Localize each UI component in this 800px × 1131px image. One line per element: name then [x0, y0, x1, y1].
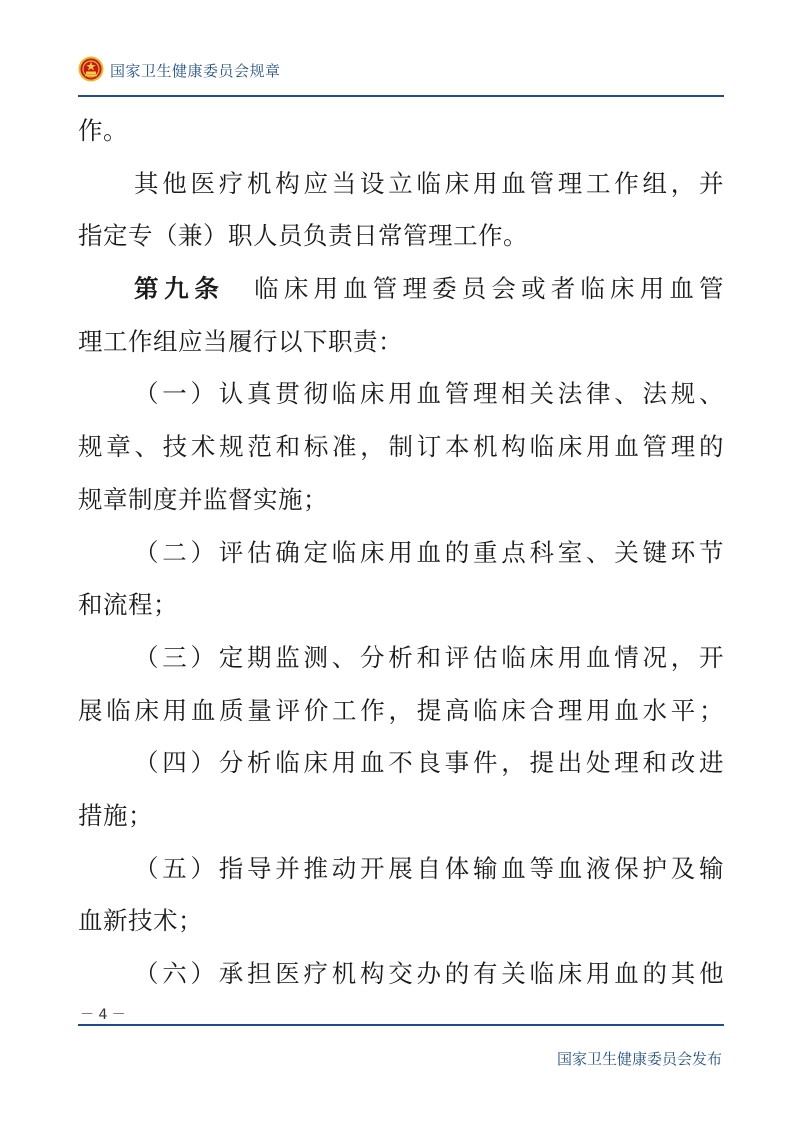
header-divider [78, 95, 724, 97]
text-line: （四）分析临床用血不良事件，提出处理和改进 [134, 748, 724, 778]
text-line: 其他医疗机构应当设立临床用血管理工作组，并 [134, 168, 724, 198]
text-line: 作。 [78, 116, 128, 145]
text-line: （三）定期监测、分析和评估临床用血情况，开 [134, 642, 724, 672]
page-number: － 4 － [80, 1007, 126, 1023]
text-line: 规章制度并监督实施； [78, 484, 328, 514]
text-line: 血新技术； [78, 906, 203, 936]
text-line: 理工作组应当履行以下职责： [78, 326, 403, 356]
text-line: 和流程； [78, 590, 178, 620]
text-line: 展临床用血质量评价工作，提高临床合理用血水平； [78, 695, 724, 725]
text-line: （六）承担医疗机构交办的有关临床用血的其他 [134, 959, 724, 988]
article-heading-line [78, 263, 724, 316]
text-line: 规章、技术规范和标准，制订本机构临床用血管理的 [78, 432, 724, 462]
footer-divider [78, 1024, 724, 1026]
article-label: 第九条 [134, 274, 225, 304]
page-header [78, 54, 724, 90]
text-line: （一）认真贯彻临床用血管理相关法律、法规、 [134, 379, 724, 409]
text-line: 措施； [78, 800, 153, 830]
text-line: （五）指导并推动开展自体输血等血液保护及输 [134, 853, 724, 883]
national-emblem-icon [78, 56, 104, 82]
text-line: 指定专（兼）职人员负责日常管理工作。 [78, 221, 528, 251]
header-title: 国家卫生健康委员会规章 [110, 62, 281, 80]
text-line: （二）评估确定临床用血的重点科室、关键环节 [134, 537, 724, 567]
document-body [78, 105, 724, 1001]
text-line: 临床用血管理委员会或者临床用血管 [254, 274, 725, 304]
footer-publisher: 国家卫生健康委员会发布 [556, 1050, 722, 1068]
